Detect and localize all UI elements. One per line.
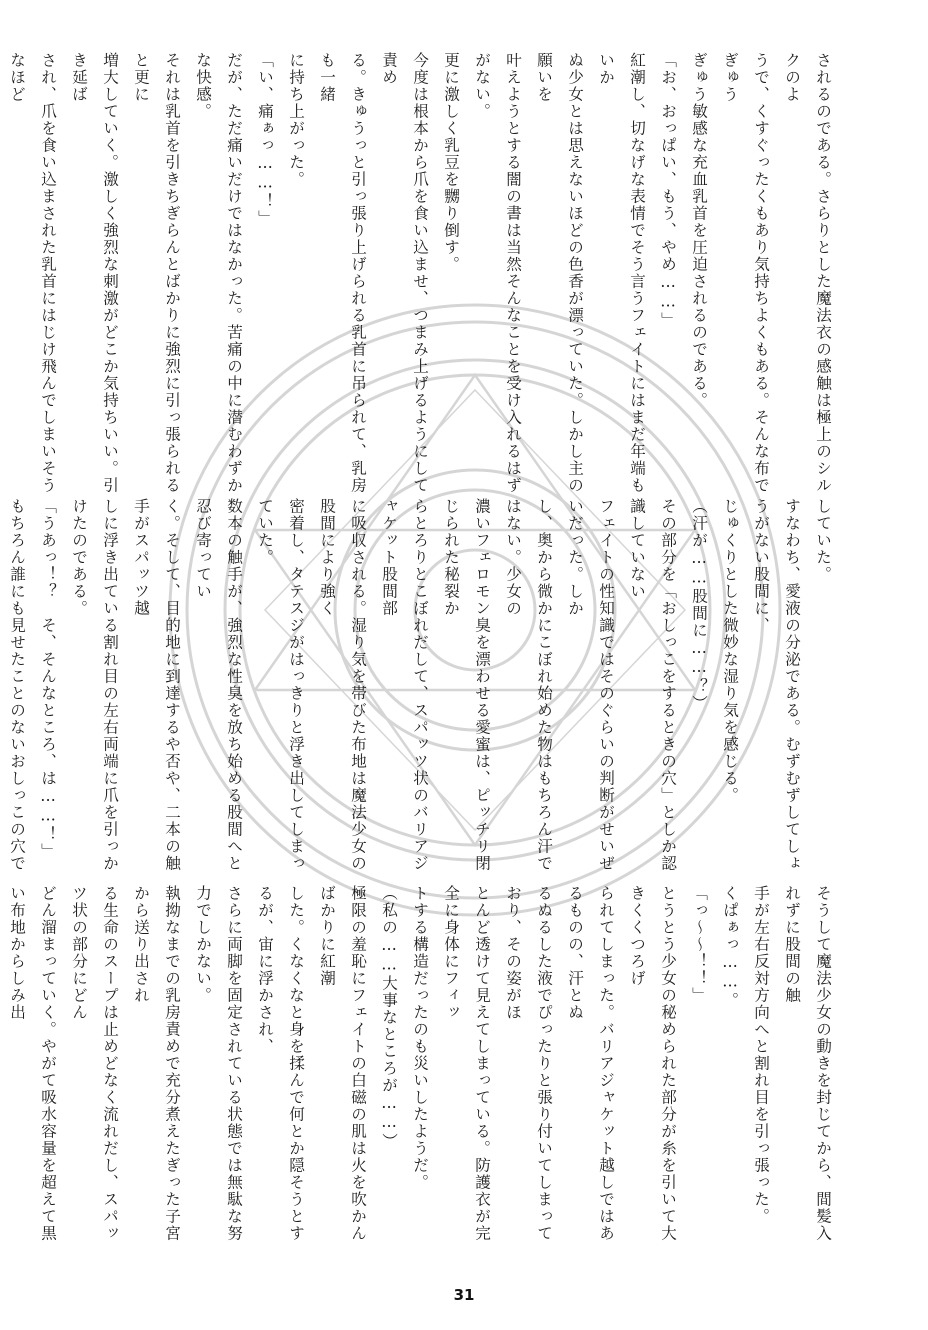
text-line: る。きゅうっと引っ張り上げられる乳首に吊られて、乳房も一緒 <box>318 52 367 494</box>
text-line: 「い、痛ぁっ……！」 <box>256 52 274 227</box>
text-line: 紅潮し、切なげな表情でそう言うフェイトにはまだ年端もいか <box>597 52 646 494</box>
text-line: （汗が……股間に……？） <box>690 498 708 712</box>
text-line: トする構造だったのも災いしたようだ。 <box>411 885 429 1191</box>
text-line: だが、ただ痛いだけではなかった。苦痛の中に潜むわずかな快感。 <box>194 52 243 494</box>
text-line <box>0 885 1 1257</box>
text-line: 「お、おっぱい、もう、やめ……」 <box>659 52 677 329</box>
text-line: じゅくりとした微妙な湿り気を感じる。 <box>721 498 739 804</box>
text-line: 濃いフェロモン臭を漂わせる愛蜜は、ピッチリ閉じられた秘裂か <box>442 498 491 872</box>
text-line: そうして魔法少女の動きを封じてから、間髪入れずに股間の触 <box>783 885 832 1242</box>
text-line: うで、くすぐったくもあり気持ちよくもある。そんな布でぎゅう <box>721 52 770 494</box>
text-line: されるのである。さらりとした魔法衣の感触は極上のシルクのよ <box>783 52 832 494</box>
text-line: 数本の触手が、強烈な性臭を放ち始める股間へと忍び寄ってい <box>194 498 243 872</box>
text-line: さらに両脚を固定されている状態では無駄な努力でしかない。 <box>194 885 243 1242</box>
text-line: 執拗なまでの乳房責めで充分煮えたぎった子宮から送り出され <box>132 885 181 1242</box>
text-line: （私の……大事なところが……） <box>380 885 398 1150</box>
text-line: に持ち上がった。 <box>287 52 305 188</box>
text-line: 更に激しく乳豆を嬲り倒す。 <box>442 52 460 273</box>
text-line: らとろりとこぼれだして、スパッツ状のバリアジャケット股間部 <box>380 498 429 872</box>
text-line: くぱぁっ……。 <box>721 885 739 1009</box>
text-line: し、奥から微かにこぼれ始めた物はもちろん汗ではない。少女の <box>504 498 553 872</box>
text-line: 増大していく。激しく強烈な刺激がどこか気持ちいい。引き延ば <box>70 52 119 494</box>
text-line: く。そして、目的地に到達するや否や、二本の触手がスパッツ越 <box>132 498 181 872</box>
text-line: 手が左右反対方向へと割れ目を引っ張った。 <box>752 885 770 1225</box>
text-line <box>0 52 1 494</box>
page-number: 31 <box>453 1286 475 1304</box>
text-line: どん溜まっていく。やがて吸水容量を超えて黒い布地からしみ出 <box>8 885 57 1242</box>
text-line: もちろん誰にも見せたことのないおしっこの穴で <box>8 498 26 872</box>
text-block-bottom <box>8 885 838 1257</box>
text-line: 「っ～～！！」 <box>690 885 708 1004</box>
text-line: 今度は根本から爪を食い込ませ、つまみ上げるようにして責め <box>380 52 429 494</box>
text-line: とうとう少女の秘められた部分が糸を引いて大きくくつろげ <box>628 885 677 1242</box>
text-line: ぬ少女とは思えないほどの色香が漂っていた。しかし主の願いを <box>535 52 584 494</box>
text-line: その部分を「おしっこをするときの穴」としか認識していない <box>628 498 677 872</box>
text-line: フェイトの性知識ではそのぐらいの判断がせいぜいだった。しか <box>566 498 615 872</box>
text-line: 密着し、タテスジがはっきりと浮き出してしまっていた。 <box>256 498 305 872</box>
text-line: すなわち、愛液の分泌である。むずむずしてしょうがない股間に、 <box>752 498 801 872</box>
text-line: していた。 <box>814 498 832 583</box>
text-line: それは乳首を引きちぎらんとばかりに強烈に引っ張られると更に <box>132 52 181 494</box>
text-line: とんど透けて見えてしまっている。防護衣が完全に身体にフィッ <box>442 885 491 1242</box>
text-line: るぬるした液でぴったりと張り付いてしまっており、その姿がほ <box>504 885 553 1242</box>
text-line: した。くなくなと身を揉んで何とか隠そうとするが、宙に浮かされ、 <box>256 885 305 1242</box>
text-block-top <box>8 52 838 494</box>
text-line: ぎゅう敏感な充血乳首を圧迫されるのである。 <box>690 52 708 409</box>
text-line: しに浮き出ている割れ目の左右両端に爪を引っかけたのである。 <box>70 498 119 872</box>
text-line: 叶えようとする闇の書は当然そんなことを受け入れるはずがない。 <box>473 52 522 494</box>
text-line: 「うあっ！？ そ、そんなところ、は……！」 <box>39 498 57 860</box>
text-line: られてしまった。バリアジャケット越しではあるものの、汗とぬ <box>566 885 615 1242</box>
text-line: る生命のスープは止めどなく流れだし、スパッツ状の部分にどん <box>70 885 119 1242</box>
text-block-middle <box>8 498 838 874</box>
text-line: に吸収される。湿り気を帯びた布地は魔法少女の股間により強く <box>318 498 367 872</box>
text-line: され、爪を食い込まされた乳首にはじけ飛んでしまいそうなほど <box>8 52 57 494</box>
text-line: 極限の羞恥にフェイトの白磁の肌は火を吹かんばかりに紅潮 <box>318 885 367 1242</box>
